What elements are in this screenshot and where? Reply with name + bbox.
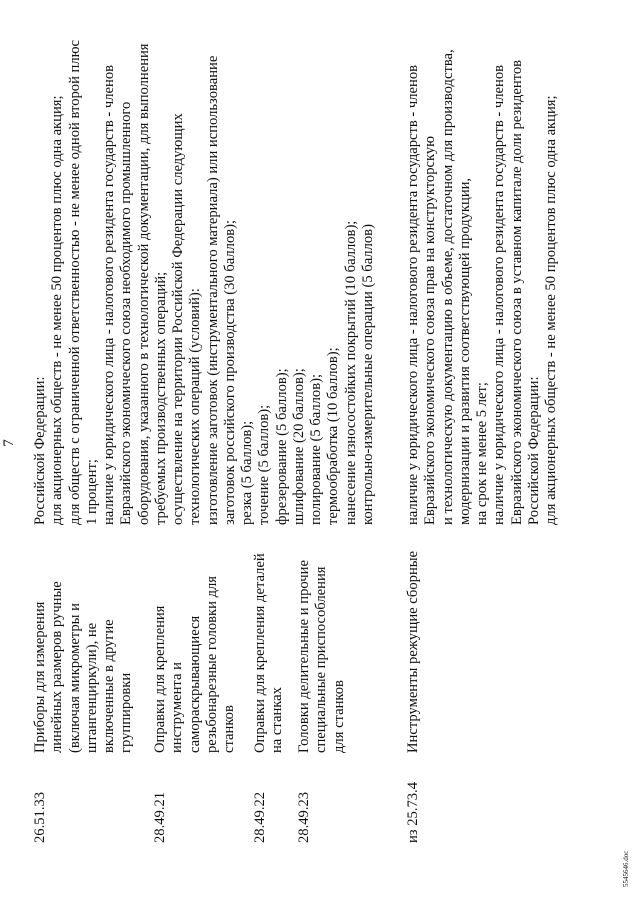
requirement-line: наличие у юридического лица - налогового резидента государств - членов	[101, 64, 117, 525]
requirement-line: 1 процент;	[83, 459, 100, 525]
requirement-line: для обществ с ограниченной ответственностью - не менее одной второй плюс	[66, 39, 83, 525]
requirement-line: полирование (5 баллов);	[308, 373, 324, 525]
row-code: 28.49.22	[252, 791, 268, 843]
row-requirements	[32, 39, 377, 525]
requirement-line: модернизации и развития соответствующей продукции,	[456, 177, 473, 525]
requirement-line: для акционерных обществ - не менее 50 процентов плюс одна акция;	[543, 95, 559, 525]
name-line: на станках	[269, 687, 286, 753]
requirement-line: фрезерование (5 баллов);	[273, 368, 290, 525]
row-name	[296, 538, 348, 753]
row-code: из 25.73.4	[405, 781, 421, 843]
file-identifier: 5545646.doc	[622, 850, 630, 887]
requirement-line: Евразийского экономического союза в уставном капитале доли резидентов	[508, 59, 525, 525]
row-code: 26.51.33	[32, 791, 48, 843]
name-line: группировки	[118, 672, 135, 753]
requirement-line: наличие у юридического лица - налогового резидента государств - членов	[405, 64, 421, 525]
requirement-line: требуемых производственных операций;	[152, 271, 169, 525]
requirement-line: Евразийского экономического союза прав на конструкторскую	[422, 135, 439, 525]
name-line: самораскрывающиеся	[186, 615, 203, 753]
name-line: штангенциркули), не	[83, 622, 100, 753]
requirement-line: оборудования, указанного в технологической документации, для выполнения	[135, 43, 152, 525]
name-line: Оправки для крепления	[152, 605, 168, 753]
name-line: Приборы для измерения	[32, 601, 48, 753]
name-line: включенные в другие	[101, 619, 117, 753]
requirement-line: точение (5 баллов);	[256, 404, 273, 525]
row-code: 28.49.21	[152, 791, 168, 843]
requirement-line: шлифование (20 баллов);	[290, 368, 307, 525]
name-line: линейных размеров ручные	[49, 581, 66, 753]
requirement-line: Евразийского экономического союза необходимого промышленного	[118, 101, 135, 525]
requirement-line: термообработка (10 баллов);	[325, 347, 342, 525]
requirement-line: наличие у юридического лица - налогового резидента государств - членов	[491, 64, 508, 525]
name-line: для станков	[330, 680, 347, 753]
name-line: Оправки для крепления деталей	[252, 553, 268, 753]
requirement-line: нанесение износостойких покрытий (10 баллов);	[342, 220, 359, 525]
page-number: 7	[1, 439, 17, 447]
row-name	[252, 538, 287, 753]
requirement-line: для акционерных обществ - не менее 50 процентов плюс одна акция;	[49, 95, 66, 525]
row-requirements	[405, 49, 560, 525]
name-line: Головки делительные и прочие	[296, 560, 312, 753]
row-name	[152, 538, 238, 753]
row-code: 28.49.23	[296, 791, 312, 843]
name-line: резьбонарезные головки для	[203, 575, 220, 753]
requirement-line: технологических операций (условий):	[187, 288, 204, 525]
requirement-line: заготовок российского производства (30 баллов);	[221, 219, 238, 525]
requirement-line: осуществление на территории Российской Федерации следующих	[170, 113, 186, 525]
requirement-line: Российской Федерации:	[32, 376, 48, 525]
requirement-line: на срок не менее 5 лет;	[474, 382, 490, 525]
requirement-line: Российской Федерации:	[525, 376, 542, 525]
requirement-line: и технологическую документацию в объеме, достаточном для производства,	[439, 49, 456, 525]
name-line: станков	[221, 705, 237, 753]
row-name	[32, 538, 136, 753]
row-name	[405, 538, 422, 753]
requirement-line: резка (5 баллов);	[239, 420, 255, 525]
requirement-line: изготовление заготовок (инструментального материала) или использование	[204, 55, 221, 525]
name-line: Инструменты режущие сборные	[405, 550, 421, 753]
name-line: инструмента и	[169, 662, 186, 753]
name-line: специальные приспособления	[313, 566, 330, 753]
requirement-line: контрольно-измерительные операции (5 баллов)	[359, 224, 376, 525]
name-line: (включая микрометры и	[66, 603, 83, 753]
